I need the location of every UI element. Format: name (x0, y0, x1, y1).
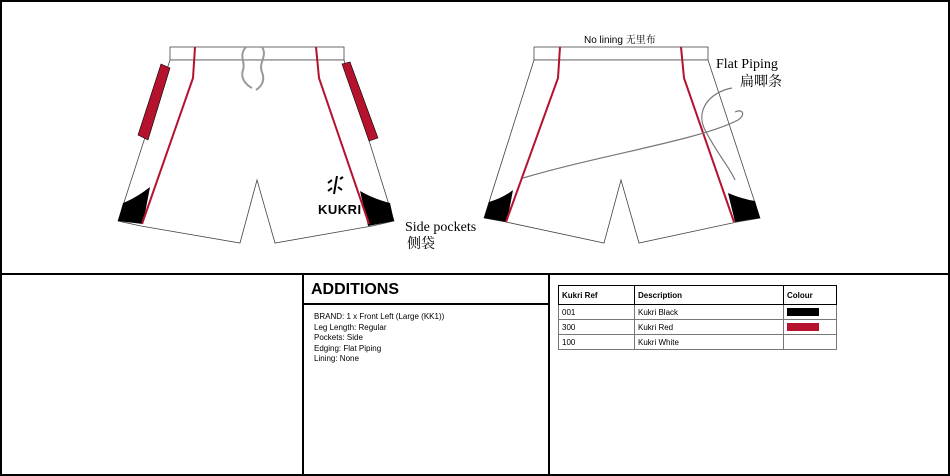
table-row (559, 305, 837, 320)
colour-swatch (787, 323, 819, 331)
shorts-back (484, 47, 760, 243)
additions-title-rule (303, 303, 549, 305)
row-colour (784, 335, 837, 350)
lining-annotation-en: No lining (584, 35, 623, 46)
additions-list (314, 312, 444, 365)
colour-swatch (787, 338, 819, 346)
lining-annotation-zh: 无里布 (625, 35, 656, 46)
table-row (559, 335, 837, 350)
addition-item-brand: BRAND: 1 x Front Left (Large (KK1)) (314, 312, 445, 321)
colour-table-header (559, 286, 837, 305)
piping-annotation-en: Flat Piping (716, 57, 778, 72)
row-description: Kukri White (635, 335, 784, 350)
table-row (559, 320, 837, 335)
row-colour (784, 305, 837, 320)
addition-item-pockets: Pockets: Side (314, 333, 363, 342)
addition-item-lining: Lining: None (314, 354, 359, 363)
addition-item-edging: Edging: Flat Piping (314, 343, 382, 353)
piping-annotation-zh: 扁唧条 (740, 75, 782, 90)
row-ref: 001 (559, 305, 635, 320)
pockets-annotation-en: Side pockets (405, 220, 477, 235)
addition-item-leg-length: Leg Length: Regular (314, 322, 387, 332)
pockets-annotation-zh: 侧袋 (407, 237, 435, 252)
colour-swatch (787, 308, 819, 316)
header-description: Description (635, 286, 784, 305)
additions-title: ADDITIONS (311, 281, 399, 298)
colour-table (558, 285, 837, 350)
row-description: Kukri Red (635, 320, 784, 335)
lining-annotation (584, 31, 656, 46)
row-ref: 100 (559, 335, 635, 350)
row-colour (784, 320, 837, 335)
header-kukri-ref: Kukri Ref (559, 286, 635, 305)
row-ref: 300 (559, 320, 635, 335)
header-colour: Colour (784, 286, 837, 305)
row-description: Kukri Black (635, 305, 784, 320)
kukri-wordmark: KUKRI (318, 202, 362, 217)
